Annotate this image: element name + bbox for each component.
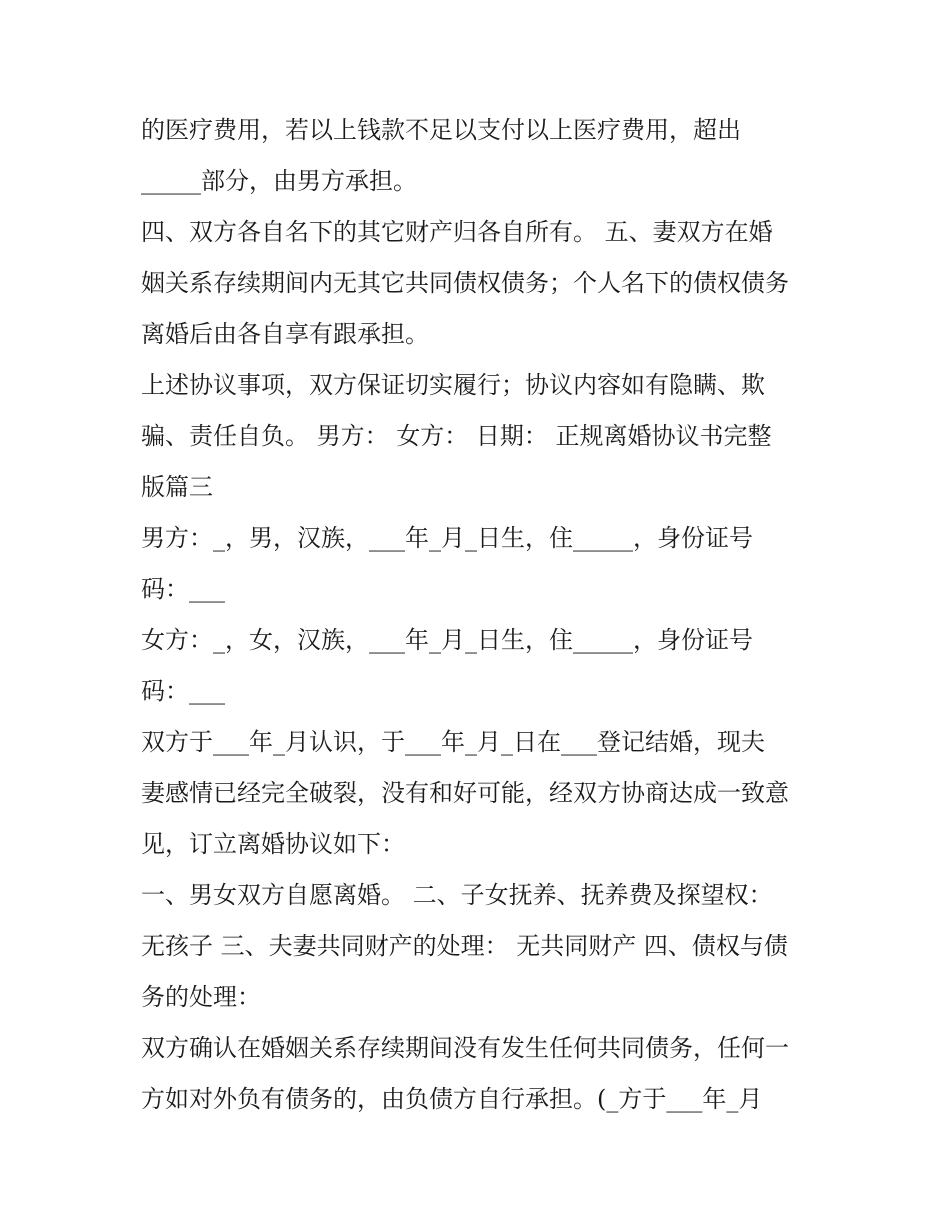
text-line: 双方确认在婚姻关系存续期间没有发生任何共同债务，任何一 bbox=[141, 1034, 789, 1062]
text-line: 骗、责任自负。 男方： 女方： 日期： 正规离婚协议书完整 bbox=[141, 422, 772, 450]
text-line: 的医疗费用，若以上钱款不足以支付以上医疗费用，超出 bbox=[141, 116, 741, 144]
text-line: 上述协议事项，双方保证切实履行；协议内容如有隐瞒、欺 bbox=[141, 371, 765, 399]
text-line: 男方：_，男，汉族，___年_月_日生，住_____，身份证号 bbox=[141, 524, 753, 552]
text-line: _____部分，由男方承担。 bbox=[141, 167, 417, 195]
text-line: 版篇三 bbox=[141, 473, 213, 501]
text-line: 妻感情已经完全破裂，没有和好可能，经双方协商达成一致意 bbox=[141, 779, 789, 807]
text-line: 务的处理： bbox=[141, 983, 261, 1011]
text-line: 双方于___年_月认识，于___年_月_日在___登记结婚，现夫 bbox=[141, 728, 765, 756]
text-line: 见，订立离婚协议如下： bbox=[141, 830, 405, 858]
text-line: 无孩子 三、夫妻共同财产的处理： 无共同财产 四、债权与债 bbox=[141, 932, 788, 960]
text-line: 码：___ bbox=[141, 575, 225, 603]
text-line: 女方：_，女，汉族，___年_月_日生，住_____，身份证号 bbox=[141, 626, 753, 654]
text-line: 一、男女双方自愿离婚。 二、子女抚养、抚养费及探望权： bbox=[141, 881, 773, 909]
text-line: 四、双方各自名下的其它财产归各自所有。 五、妻双方在婚 bbox=[141, 218, 773, 246]
text-line: 姻关系存续期间内无其它共同债权债务；个人名下的债权债务 bbox=[141, 269, 789, 297]
text-line: 方如对外负有债务的，由负债方自行承担。(_方于___年_月 bbox=[141, 1085, 763, 1113]
text-line: 离婚后由各自享有跟承担。 bbox=[141, 320, 429, 348]
text-line: 码：___ bbox=[141, 677, 225, 705]
